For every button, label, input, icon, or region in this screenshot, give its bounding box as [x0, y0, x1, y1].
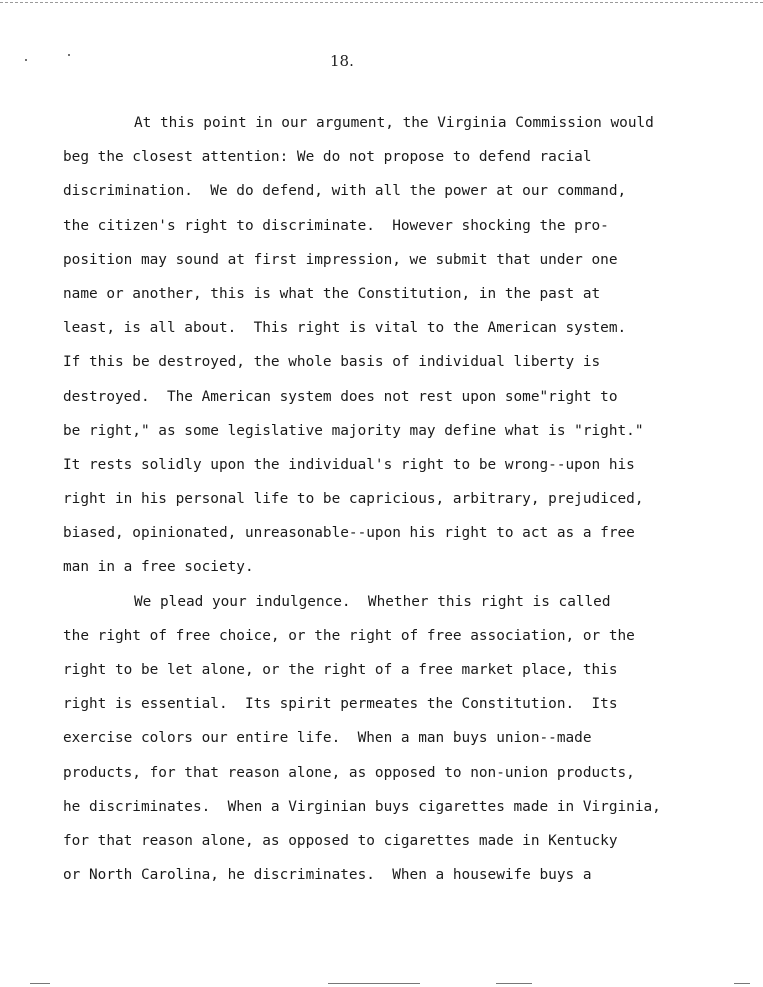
text-line: right in his personal life to be capricious, arbitrary, prejudiced,: [63, 491, 644, 508]
scan-mark: [734, 983, 750, 984]
text-line: the citizen's right to discriminate. However shocking the pro-: [63, 217, 609, 234]
text-line: products, for that reason alone, as opposed to non-union products,: [63, 764, 635, 781]
text-line: discrimination. We do defend, with all the power at our command,: [63, 183, 627, 200]
text-line: right is essential. Its spirit permeates the Constitution. Its: [63, 696, 618, 713]
text-line: position may sound at first impression, we submit that under one: [63, 251, 618, 268]
text-line: exercise colors our entire life. When a man buys union--made: [63, 730, 592, 747]
scan-mark: [496, 983, 532, 984]
text-line: the right of free choice, or the right of free association, or the: [63, 627, 635, 644]
page-top-edge: [0, 2, 763, 3]
text-line: name or another, this is what the Constitution, in the past at: [63, 285, 601, 302]
text-line: If this be destroyed, the whole basis of individual liberty is: [63, 354, 601, 371]
text-line: man in a free society.: [63, 559, 254, 576]
page-number: 18.: [330, 52, 354, 70]
text-line: for that reason alone, as opposed to cigarettes made in Kentucky: [63, 832, 618, 849]
scan-speck: [25, 59, 27, 61]
page-bottom-edge: [0, 980, 763, 987]
text-line: We plead your indulgence. Whether this right is called: [134, 593, 611, 610]
text-line: biased, opinionated, unreasonable--upon his right to act as a free: [63, 525, 635, 542]
text-line: At this point in our argument, the Virginia Commission would: [134, 115, 654, 131]
text-line: right to be let alone, or the right of a free market place, this: [63, 662, 618, 678]
text-line: beg the closest attention: We do not propose to defend racial: [63, 149, 592, 166]
text-line: he discriminates. When a Virginian buys cigarettes made in Virginia,: [63, 798, 661, 815]
text-line: be right," as some legislative majority may define what is "right.": [63, 422, 644, 439]
scan-mark: [328, 983, 420, 984]
body-text: [63, 113, 753, 899]
text-line: destroyed. The American system does not rest upon some"right to: [63, 388, 618, 405]
scan-speck: [68, 54, 70, 56]
text-line: It rests solidly upon the individual's right to be wrong--upon his: [63, 456, 635, 473]
text-line: or North Carolina, he discriminates. When a housewife buys a: [63, 867, 592, 884]
scan-mark: [30, 983, 50, 984]
text-line: least, is all about. This right is vital to the American system.: [63, 320, 627, 337]
